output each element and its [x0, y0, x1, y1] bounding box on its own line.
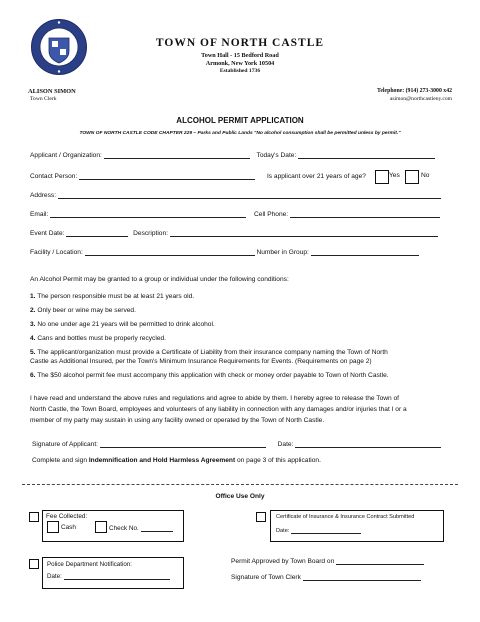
town-name: TOWN OF NORTH CASTLE — [155, 37, 325, 49]
facility-label: Facility / Location: — [30, 249, 83, 256]
description-label: Description: — [133, 230, 168, 237]
number-input[interactable] — [311, 248, 419, 256]
condition-num: 2. — [30, 307, 36, 314]
complete-suffix: on page 3 of this application. — [235, 457, 321, 464]
signature-row — [32, 440, 441, 448]
applicant-label: Applicant / Organization: — [30, 152, 102, 159]
complete-note — [32, 457, 321, 464]
condition-num: 5. — [30, 349, 36, 356]
town-clerk-signature-label: Signature of Town Clerk — [231, 574, 301, 581]
description-input[interactable] — [170, 229, 438, 237]
address-input[interactable] — [58, 191, 441, 199]
number-label: Number in Group: — [256, 249, 309, 256]
email-row — [30, 210, 440, 218]
check-checkbox[interactable] — [95, 521, 107, 533]
condition-4 — [30, 335, 166, 342]
condition-text: Only beer or wine may be served. — [37, 307, 136, 314]
telephone: Telephone: (914) 273-3000 x42 — [377, 88, 452, 94]
event-date-input[interactable] — [66, 229, 128, 237]
address-label: Address: — [30, 192, 57, 199]
todays-date-input[interactable] — [298, 151, 435, 159]
event-row — [30, 229, 438, 237]
facility-row — [30, 248, 419, 256]
certificate-date-row — [276, 527, 361, 534]
condition-1 — [30, 293, 194, 300]
contact-input[interactable] — [79, 172, 255, 180]
approved-date-input[interactable] — [336, 557, 424, 565]
condition-2 — [30, 307, 136, 314]
yes-checkbox[interactable] — [375, 170, 389, 184]
office-divider — [22, 484, 458, 485]
email-input[interactable] — [50, 210, 246, 218]
police-date-label: Date: — [47, 573, 62, 580]
signature-label: Signature of Applicant: — [32, 441, 98, 448]
condition-5-cont — [30, 358, 372, 365]
applicant-input[interactable] — [104, 151, 250, 159]
todays-date-label: Today's Date: — [256, 152, 297, 159]
no-checkbox[interactable] — [405, 170, 419, 184]
office-use-heading: Office Use Only — [215, 493, 265, 500]
town-hall-address: Town Hall - 15 Bedford Road — [201, 52, 279, 59]
email-label: Email: — [30, 211, 49, 218]
release-line-3: member of my party may sustain in using any facility owned or operated by the Town of North Castle. — [30, 417, 325, 424]
release-line-1: I have read and understand the above rules and regulations and agree to abide by them. I hereby agree to release the Town of — [30, 395, 400, 402]
form-title: ALCOHOL PERMIT APPLICATION — [176, 116, 304, 125]
town-clerk-signature-input[interactable] — [303, 573, 421, 581]
release-line-2: North Castle, the Town Board, employees and volunteers of any liability in connection with any damages and/or injuries that I or a — [30, 406, 407, 413]
condition-num: 1. — [30, 293, 36, 300]
certificate-label: Certificate of Insurance & Insurance Contract Submitted — [276, 514, 415, 520]
condition-text: The person responsible must be at least 21 years old. — [37, 293, 195, 300]
cell-input[interactable] — [290, 210, 440, 218]
cell-label: Cell Phone: — [254, 211, 289, 218]
police-date-input[interactable] — [64, 572, 170, 580]
condition-num: 3. — [30, 321, 36, 328]
indemnification-link[interactable]: Indemnification and Hold Harmless Agreement — [88, 457, 236, 464]
signature-date-label: Date: — [277, 441, 294, 448]
certificate-checkbox[interactable] — [256, 512, 266, 522]
condition-text: The $50 alcohol permit fee must accompany this application with check or money order payable to Town of North Castle. — [37, 372, 389, 379]
condition-text: The applicant/organization must provide a Certificate of Liability from their insurance company naming the Town of North — [37, 349, 388, 356]
yes-label: Yes — [389, 172, 400, 179]
town-clerk-signature-row — [231, 573, 421, 581]
signature-date-input[interactable] — [295, 440, 441, 448]
check-row — [109, 524, 173, 532]
complete-prefix: Complete and sign — [32, 457, 89, 464]
signature-input[interactable] — [100, 440, 266, 448]
condition-5 — [30, 349, 388, 356]
police-checkbox[interactable] — [29, 559, 39, 569]
no-label: No — [421, 172, 430, 179]
facility-input[interactable] — [85, 248, 255, 256]
clerk-title: Town Clerk — [30, 96, 57, 102]
condition-num: 6. — [30, 372, 36, 379]
check-no-input[interactable] — [141, 524, 173, 532]
condition-text: No one under age 21 years will be permitted to drink alcohol. — [37, 321, 215, 328]
event-date-label: Event Date: — [30, 230, 65, 237]
fee-collected-label: Fee Collected: — [46, 513, 88, 520]
fee-checkbox[interactable] — [29, 512, 39, 522]
city-state-zip: Armonk, New York 10504 — [205, 60, 275, 67]
approved-row — [231, 557, 424, 565]
applicant-row — [30, 151, 435, 159]
check-no-label: Check No. — [109, 525, 139, 532]
contact-row — [30, 172, 366, 180]
code-note: TOWN OF NORTH CASTLE CODE CHAPTER 229 – Parks and Public Lands "No alcohol consumption shall be permitted unless by permit." — [79, 131, 401, 136]
cash-label: Cash — [61, 524, 76, 531]
certificate-date-label: Date: — [276, 528, 290, 534]
condition-3 — [30, 321, 215, 328]
certificate-date-input[interactable] — [291, 527, 361, 534]
condition-text: Castle as Additional Insured, per the Town's Minimum Insurance Requirements for Events. (Requirements on page 2) — [30, 358, 372, 365]
contact-label: Contact Person: — [30, 173, 78, 180]
clerk-email: asimon@northcastleny.com — [389, 96, 452, 102]
conditions-intro: An Alcohol Permit may be granted to a group or individual under the following conditions: — [30, 276, 289, 283]
condition-num: 4. — [30, 335, 36, 342]
police-label: Police Department Notification: — [47, 561, 132, 568]
condition-text: Cans and bottles must be properly recycled. — [37, 335, 166, 342]
condition-6 — [30, 372, 389, 379]
police-date-row — [47, 572, 170, 580]
address-row — [30, 191, 441, 199]
established: Established 1736 — [219, 68, 261, 74]
approved-label: Permit Approved by Town Board on — [231, 558, 335, 565]
cash-checkbox[interactable] — [47, 521, 59, 533]
clerk-name: ALISON SIMON — [28, 88, 76, 95]
over21-label: Is applicant over 21 years of age? — [266, 173, 366, 180]
